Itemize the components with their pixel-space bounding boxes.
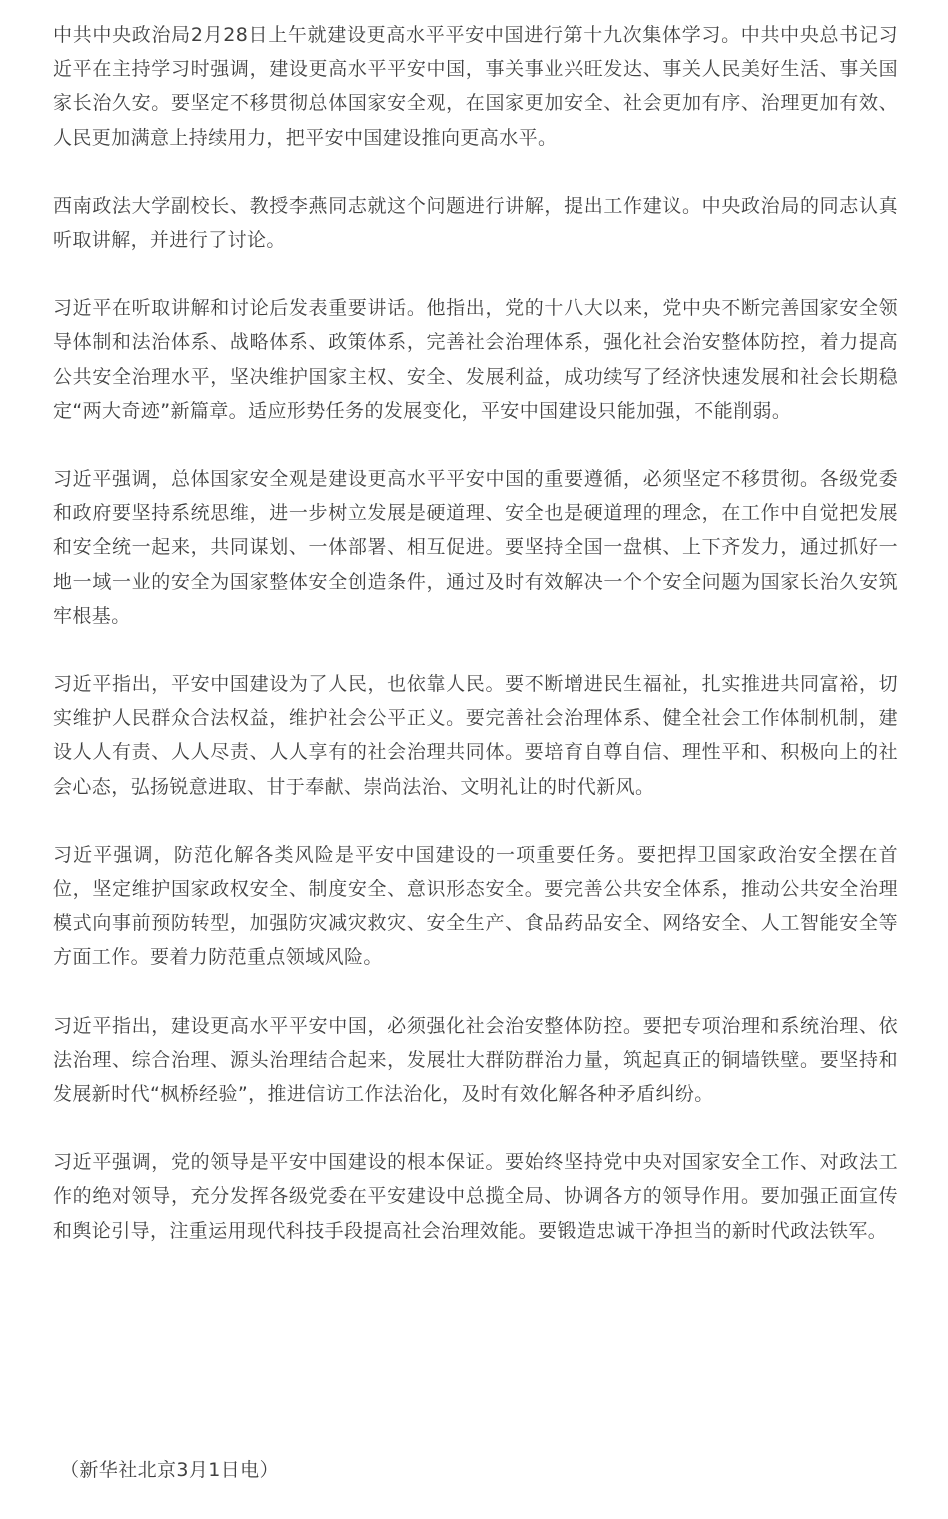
paragraph-5: 习近平指出，平安中国建设为了人民，也依靠人民。要不断增进民生福祉，扎实推进共同富裕，切实维护人民群众合法权益，维护社会公平正义。要完善社会治理体系、健全社会工作体制机制，建设人人有责、人人尽责、人人享有的社会治理共同体。要培育自尊自信、理性平和、积极向上的社会心态，弘扬锐意进取、甘于奉献、崇尚法治、文明礼让的时代新风。	[53, 673, 898, 798]
paragraph-3: 习近平在听取讲解和讨论后发表重要讲话。他指出，党的十八大以来，党中央不断完善国家安全领导体制和法治体系、战略体系、政策体系，完善社会治理体系，强化社会治安整体防控，着力提高公共安全治理水平，坚决维护国家主权、安全、发展利益，成功续写了经济快速发展和社会长期稳定“两大奇迹”新篇章。适应形势任务的发展变化，平安中国建设只能加强，不能削弱。	[53, 297, 898, 422]
paragraph-2: 西南政法大学副校长、教授李燕同志就这个问题进行讲解，提出工作建议。中央政治局的同志认真听取讲解，并进行了讨论。	[53, 194, 898, 252]
paragraph-8: 习近平强调，党的领导是平安中国建设的根本保证。要始终坚持党中央对国家安全工作、对政法工作的绝对领导，充分发挥各级党委在平安建设中总揽全局、协调各方的领导作用。要加强正面宣传和舆论引导，注重运用现代科技手段提高社会治理效能。要锻造忠诚干净担当的新时代政法铁军。	[53, 1151, 898, 1242]
paragraph-6: 习近平强调，防范化解各类风险是平安中国建设的一项重要任务。要把捍卫国家政治安全摆在首位，坚定维护国家政权安全、制度安全、意识形态安全。要完善公共安全体系，推动公共安全治理模式向事前预防转型，加强防灾减灾救灾、安全生产、食品药品安全、网络安全、人工智能安全等方面工作。要着力防范重点领域风险。	[53, 843, 898, 969]
paragraph-7: 习近平指出，建设更高水平平安中国，必须强化社会治安整体防控。要把专项治理和系统治理、依法治理、综合治理、源头治理结合起来，发展壮大群防群治力量，筑起真正的铜墙铁壁。要坚持和发展新时代“枫桥经验”，推进信访工作法治化，及时有效化解各种矛盾纠纷。	[53, 1014, 898, 1106]
article-body	[53, 18, 898, 1282]
paragraph-4: 习近平强调，总体国家安全观是建设更高水平平安中国的重要遵循，必须坚定不移贯彻。各级党委和政府要坚持系统思维，进一步树立发展是硬道理、安全也是硬道理的理念，在工作中自觉把发展和安全统一起来，共同谋划、一体部署、相互促进。要坚持全国一盘棋、上下齐发力，通过抓好一地一域一业的安全为国家整体安全创造条件，通过及时有效解决一个个安全问题为国家长治久安筑牢根基。	[53, 468, 898, 627]
news-source-dateline: （新华社北京3月1日电）	[60, 1459, 279, 1481]
paragraph-1: 中共中央政治局2月28日上午就建设更高水平平安中国进行第十九次集体学习。中共中央总书记习近平在主持学习时强调，建设更高水平平安中国，事关事业兴旺发达、事关人民美好生活、事关国家长治久安。要坚定不移贯彻总体国家安全观，在国家更加安全、社会更加有序、治理更加有效、人民更加满意上持续用力，把平安中国建设推向更高水平。	[53, 24, 898, 149]
